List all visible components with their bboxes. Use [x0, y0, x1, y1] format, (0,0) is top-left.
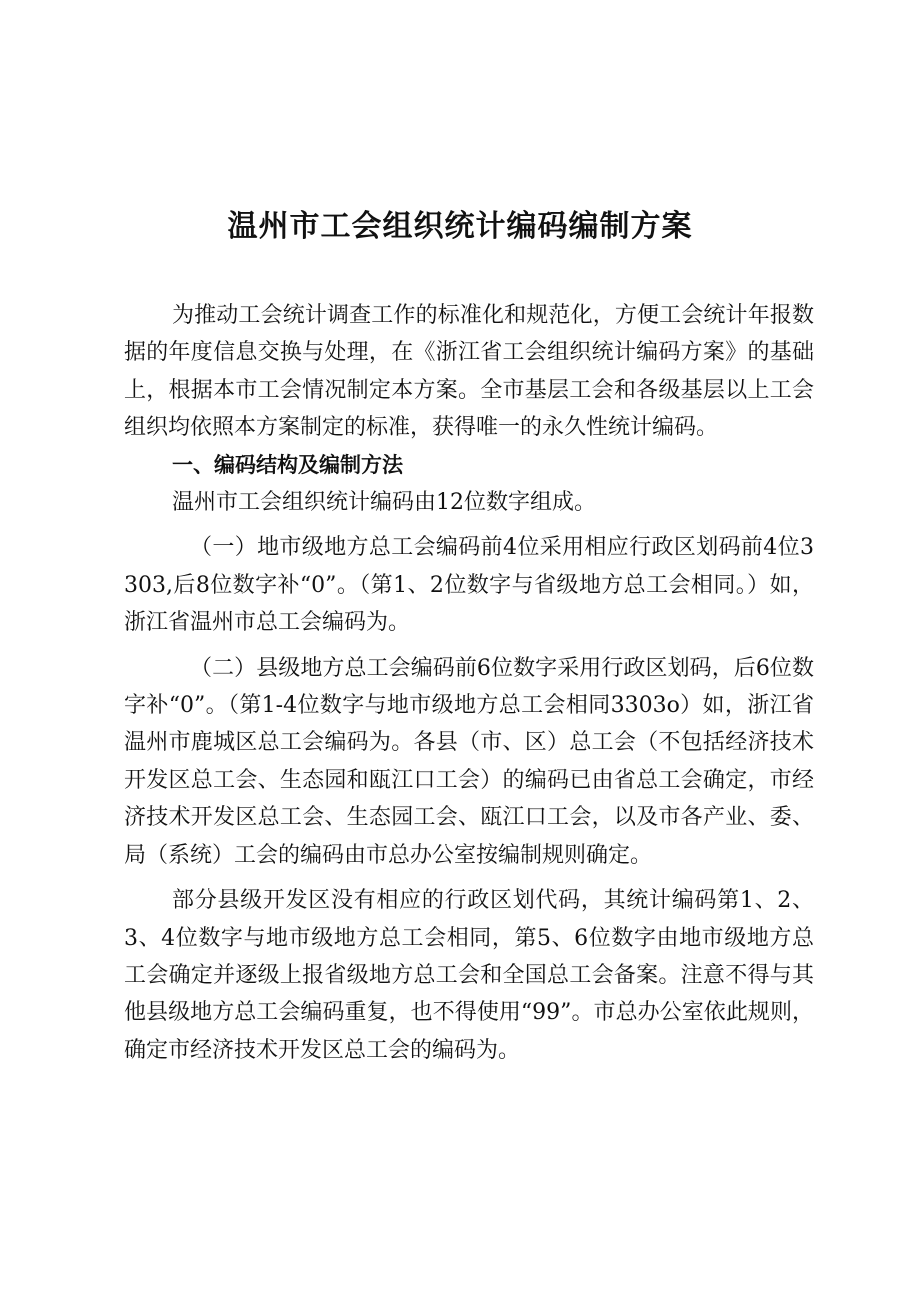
- dev-zone-paragraph: 部分县级开发区没有相应的行政区划代码，其统计编码第1、2、3、4位数字与地市级地方总工会相同，第5、6位数字由地市级地方总工会确定并逐级上报省级地方总工会和全国总工会备案。注意不得与其他县级地方总工会编码重复，也不得使用“99”。市总办公室依此规则，确定市经济技术开发区总工会的编码为。: [124, 888, 814, 1063]
- item-1-paragraph: （一）地市级地方总工会编码前4位采用相应行政区划码前4位3303,后8位数字补“0”。（第1、2位数字与省级地方总工会相同。）如，浙江省温州市总工会编码为。: [124, 535, 815, 636]
- item-2-paragraph: （二）县级地方总工会编码前6位数字采用行政区划码，后6位数字补“0”。（第1-4位数字与地市级地方总工会相同3303o）如，浙江省温州市鹿城区总工会编码为。各县（市、区）总工会（不包括经济技术开发区总工会、生态园和瓯江口工会）的编码已由省总工会确定，市经济技术开发区总工会、生态园工会、瓯江口工会，以及市各产业、委、局（系统）工会的编码由市总办公室按编制规则确定。: [124, 655, 814, 868]
- document-body: [124, 297, 814, 1069]
- section-heading-encoding-structure: 一、编码结构及编制方法: [172, 452, 403, 477]
- spacer: [124, 521, 814, 529]
- intro-paragraph: 为推动工会统计调查工作的标准化和规范化，方便工会统计年报数据的年度信息交换与处理，在《浙江省工会组织统计编码方案》的基础上，根据本市工会情况制定本方案。全市基层工会和各级基层以上工会组织均依照本方案制定的标准，获得唯一的永久性统计编码。: [124, 303, 814, 441]
- spacer: [124, 874, 814, 882]
- code-length-paragraph: 温州市工会组织统计编码由12位数字组成。: [172, 490, 596, 516]
- spacer: [124, 642, 814, 650]
- document-title: 温州市工会组织统计编码编制方案: [227, 209, 693, 244]
